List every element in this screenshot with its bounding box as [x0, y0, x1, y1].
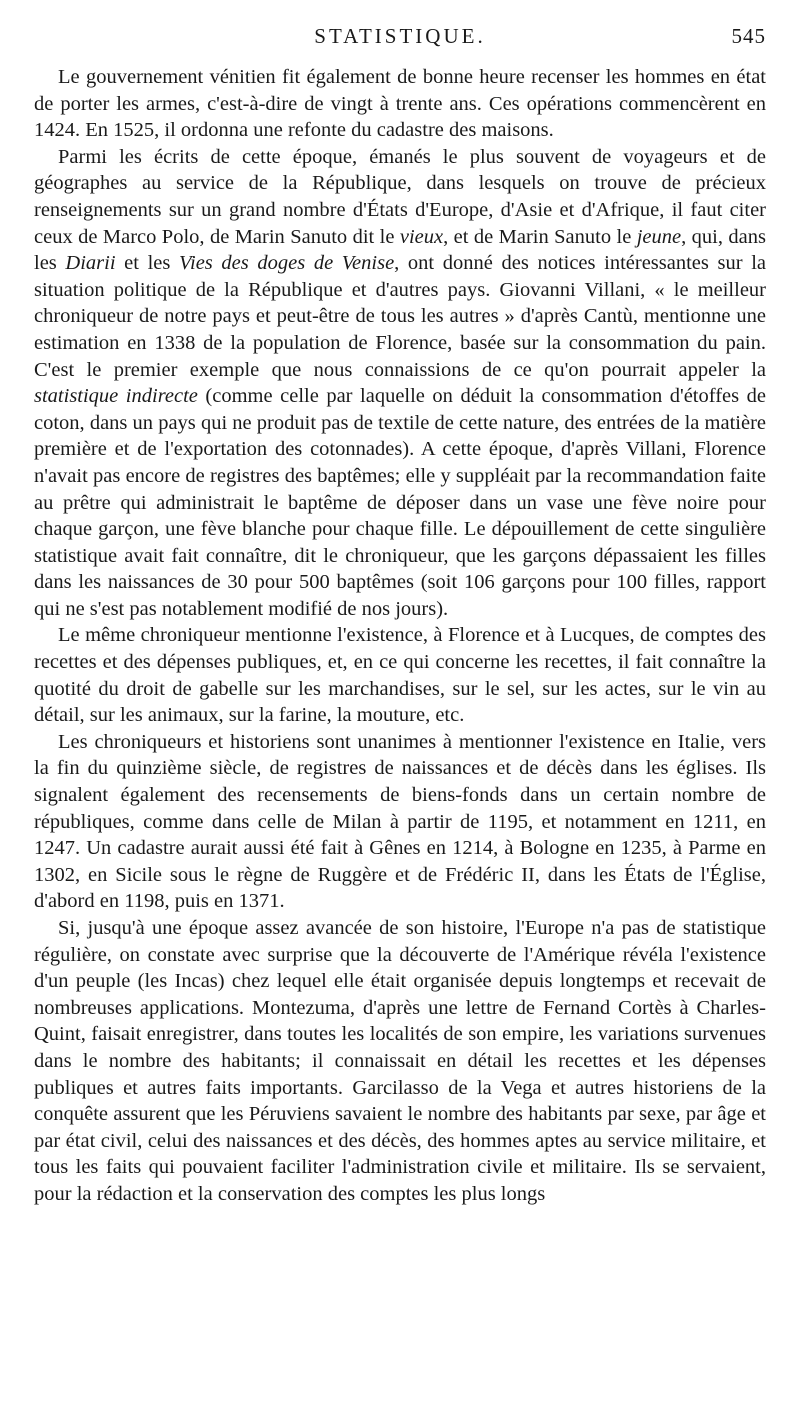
italic-term-jeune: jeune [636, 225, 682, 248]
paragraph-incas-statistics: Si, jusqu'à une époque assez avancée de son histoire, l'Europe n'a pas de statistique régulière, on constate avec surprise que la découverte de l'Amérique révéla l'existence d'un peuple (les Incas) chez lequel elle était organisée depuis longtemps et recevait de nombreuses applications. Montezuma, d'après une lettre de Fernand Cortès à Charles-Quint, faisait enregistrer, dans toutes les localités de son empire, les variations survenues dans le nombre des habitants; il connaissait en détail les recettes et les dépenses publiques et autres faits importants. Garcilasso de la Vega et autres historiens de la conquête assurent que les Péruviens savaient le nombre des habitants par sexe, par âge et par état civil, celui des naissances et des décès, des hommes aptes au service militaire, et tous les faits qui pouvaient faciliter l'administration civile et militaire. Ils se servaient, pour la rédaction et la conservation des comptes les plus longs [34, 917, 766, 1205]
running-header [34, 24, 766, 50]
italic-term-statistique-indirecte: statistique indirecte [34, 385, 198, 408]
book-page [34, 24, 766, 1208]
paragraph-venice-census: Le gouvernement vénitien fit également de bonne heure recenser les hommes en état de porter les armes, c'est-à-dire de vingt à trente ans. Ces opérations commencèrent en 1424. En 1525, il ordonna une refonte du cadastre des maisons. [34, 66, 766, 142]
body-text [34, 64, 766, 1208]
paragraph-italian-registers: Les chroniqueurs et historiens sont unanimes à mentionner l'existence en Italie, vers la fin du quinzième siècle, de registres de naissances et de décès dans les églises. Ils signalent également des recensements de biens-fonds dans un certain nombre de républiques, comme dans celle de Milan à partir de 1195, et notamment en 1211, en 1247. Un cadastre aurait aussi été fait à Gênes en 1214, à Bologne en 1235, à Parme en 1302, en Sicile sous le règne de Ruggère et de Frédéric II, dans les États de l'Église, d'abord en 1198, puis en 1371. [34, 730, 766, 913]
paragraph-writers-of-the-epoch [34, 144, 766, 623]
text-run: (comme celle par laquelle on déduit la consommation d'étoffes de coton, dans un pays qui ne produit pas de textile de cette nature, des entrées de la matière première et de l'exportation des cotonnades). A cette époque, d'après Villani, Florence n'avait pas encore de registres des baptêmes; elle y suppléait par la recommandation faite au prêtre qui administrait le baptême de déposer dans un vase une fève noire pour chaque garçon, une fève blanche pour chaque fille. Le dépouillement de cette singulière statistique avait fait connaître, dit le chroniqueur, que les garçons dépassaient les filles dans les naissances de 30 pour 500 baptêmes (soit 106 garçons pour 100 filles, rapport qui ne s'est pas notablement modifié de nos jours). [34, 385, 766, 620]
italic-title-diarii: Diarii [65, 252, 116, 275]
italic-term-vieux: vieux [399, 225, 444, 248]
paragraph-florence-lucca-accounts: Le même chroniqueur mentionne l'existence, à Florence et à Lucques, de comptes des recettes et des dépenses publiques, et, en ce qui concerne les recettes, il fait connaître la quotité du droit de gabelle sur les marchandises, sur le sel, sur les actes, sur le vin au détail, sur les animaux, sur la farine, la mouture, etc. [34, 624, 766, 727]
text-run: , ont donné des notices intéressantes sur la situation politique de la République et d'autres pays. Giovanni Villani, « le meilleur chroniqueur de notre pays et peut-être de tous les autres » d'après Cantù, mentionne une estimation en 1338 de la population de Florence, basée sur la consommation du pain. C'est le premier exemple que nous connaissions de ce qu'on pourrait appeler la [34, 252, 766, 381]
text-run: , qui, dans les [34, 225, 766, 275]
text-run: , et de Marin Sanuto le [443, 225, 637, 248]
text-run: Parmi les écrits de cette époque, émanés le plus souvent de voyageurs et de géographes au service de la République, dans lesquels on trouve de précieux renseignements sur un grand nombre d'États d'Europe, d'Asie et d'Afrique, il faut citer ceux de Marco Polo, de Marin Sanuto dit le [34, 145, 766, 248]
running-title: STATISTIQUE. [314, 24, 486, 48]
page-number: 545 [731, 24, 766, 48]
text-run: et les [115, 252, 179, 275]
italic-title-vies-des-doges: Vies des doges de Venise [179, 252, 395, 275]
